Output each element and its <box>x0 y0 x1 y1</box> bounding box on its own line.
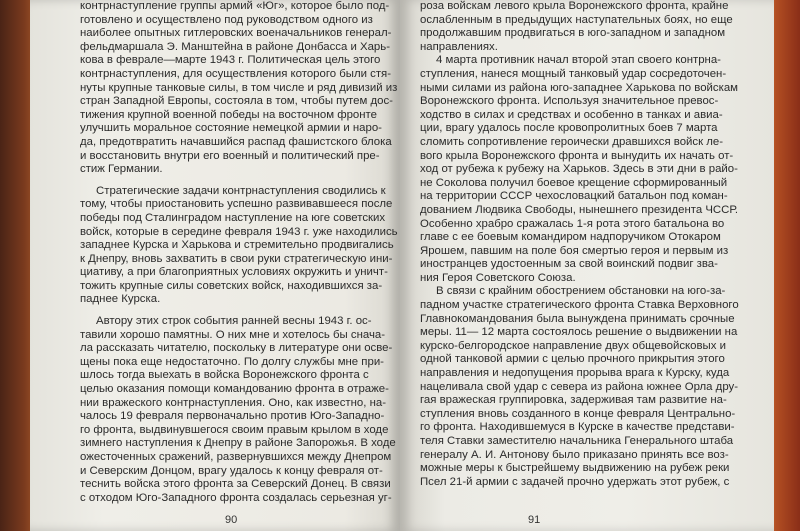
text-line: ходство в силах и средствах и особенно в танках и авиа- <box>420 108 723 121</box>
text-line: вого крыла Воронежского фронта и вынудить их начать от- <box>420 149 734 162</box>
text-line: зимнего наступления к Днепру в районе Запорожья. В ходе <box>80 437 396 450</box>
text-line: ступления, нанеся мощный танковый удар сосредоточен- <box>420 67 727 80</box>
text-line: ступления вновь созданного в конце февраля Центрально- <box>420 407 736 420</box>
text-line: целью оказания помощи командованию фронта в отраже- <box>80 383 389 396</box>
text-line: фельдмаршала Э. Манштейна в районе Донбасса и Харь- <box>80 40 390 53</box>
text-line: войск, которые в середине февраля 1943 г. уже находились <box>80 225 398 238</box>
text-line: роза войскам левого крыла Воронежского фронта, крайне <box>420 0 729 12</box>
text-line: наиболее опытных гитлеровских военачальников генерал- <box>80 27 392 40</box>
text-line: Стратегические задачи контрнаступления сводились к <box>96 184 386 197</box>
text-line: улучшить моральное состояние немецкой армии и наро- <box>80 122 382 135</box>
text-line: продолжавшим продвигаться в юго-западном и западном <box>420 27 726 40</box>
text-line: стиж Германии. <box>80 163 163 176</box>
text-line: стран Западной Европы, состояла в том, чтобы путем дос- <box>80 95 393 108</box>
text-line: главе с ее боевым командиром надпоручиком Отокаром <box>420 231 721 244</box>
left-page <box>30 0 400 531</box>
text-line: Автору этих строк события ранней весны 1943 г. ос- <box>96 315 372 328</box>
text-line: да, предотвратить начавшийся распад фашистского блока <box>80 135 392 148</box>
text-line: направлениях. <box>420 40 498 53</box>
paragraph-gap <box>80 307 385 315</box>
text-line: готовлено и осуществлено под руководством одного из <box>80 13 373 26</box>
text-line: меры. 11— 12 марта состоялось решение о выдвижении на <box>420 326 738 339</box>
page-number-right: 91 <box>528 514 541 527</box>
text-line: падном участке стратегического фронта Ставка Верховного <box>420 299 739 312</box>
text-line: гая вражеская группировка, задерживая там развитие на- <box>420 394 727 407</box>
text-line: одной танковой армии с целью прочного прикрытия этого <box>420 353 725 366</box>
paragraph-gap <box>80 177 385 185</box>
text-line: дованием Людвика Свободы, нынешнего президента ЧССР. <box>420 203 738 216</box>
text-line: к Днепру, вновь захватить в свои руки стратегическую ини- <box>80 252 393 265</box>
text-line: западнее Курска и Харькова и стремительно продвигались <box>80 239 394 252</box>
text-line: ослабленным в предыдущих наступательных боях, но еще <box>420 13 733 26</box>
text-line: Главнокомандования была вынуждена принимать срочные <box>420 312 735 325</box>
text-line: и Северским Донцом, врагу удалось к концу февраля от- <box>80 464 383 477</box>
text-line: ожесточенных сражений, развернувшихся между Днепром <box>80 451 392 463</box>
text-line: направления и недопущения прорыва врага к Курску, куда <box>420 367 730 380</box>
text-line: В связи с крайним обострением обстановки на юго-за- <box>436 285 726 298</box>
text-line: паднее Курска. <box>80 293 161 306</box>
text-line: теля Ставки заместителю начальника Генерального штаба <box>420 435 734 447</box>
text-line: победы под Сталинградом наступление на юге советских <box>80 211 386 224</box>
text-line: чалось 19 февраля первоначально против Юго-Западно- <box>80 410 385 423</box>
text-line: не Соколова получил боевое крещение сформированный <box>420 176 728 189</box>
text-line: 4 марта противник начал второй этап своего контрна- <box>436 54 721 67</box>
text-line: тавили хорошо памятны. О них мне и хотелось бы снача- <box>80 328 386 341</box>
text-line: щены пока еще недостаточно. По долгу службы мне при- <box>80 355 384 368</box>
text-line: шлось тогда выехать в войска Воронежского фронта с <box>80 369 369 382</box>
text-line: циативу, а при благоприятных условиях окружить и уничт- <box>80 266 388 279</box>
text-line: генералу А. И. Антонову было приказано принять все воз- <box>420 448 729 461</box>
right-page-text <box>420 0 765 489</box>
right-page <box>400 0 774 531</box>
text-line: ными силами из района юго-западнее Харькова по войскам <box>420 81 739 94</box>
text-line: го фронта. Находившемуся в Курске в качестве представи- <box>420 421 735 434</box>
text-line: ход от рубежа к рубежу на Харьков. Здесь в эти дни в райо- <box>420 163 738 176</box>
text-line: ции, врагу удалось после кровопролитных боев 7 марта <box>420 122 718 135</box>
text-line: нуты крупные танковые силы, в том числе и ряд дивизий из <box>80 81 398 94</box>
text-line: теснить войска этого фронта за Северский Донец. В связи <box>80 478 391 491</box>
text-line: Особенно храбро сражалась 1-я рота этого батальона во <box>420 217 725 230</box>
text-line: ла рассказать читателю, поскольку в литературе они осве- <box>80 342 393 355</box>
text-line: Ярошем, павшим на поле боя смертью героя и первым из <box>420 244 729 257</box>
text-line: контрнаступление группы армий «Юг», которое было под- <box>80 0 390 12</box>
text-line: тижения крупной военной победы на восточном фронте <box>80 108 377 121</box>
text-line: с отходом Юго-Западного фронта создалась серьезная уг- <box>80 491 392 504</box>
text-line: тожить крупные силы советских войск, находившихся за- <box>80 279 383 292</box>
text-line: нацеливала свой удар с севера из района южнее Орла дру- <box>420 380 739 393</box>
text-line: Псел 21-й армии с задачей прочно удержать этот рубеж, с <box>420 475 730 488</box>
text-line: ния Героя Советского Союза. <box>420 271 576 284</box>
left-page-text <box>80 0 398 505</box>
text-line: контрнаступления, для осуществления которого были стя- <box>80 67 392 80</box>
text-line: курско-белгородское направление двух общевойсковых и <box>420 339 726 352</box>
text-line: Воронежского фронта. Используя значительное превос- <box>420 95 719 108</box>
text-line: нии вражеского контрнаступления. Оно, как известно, на- <box>80 396 387 409</box>
text-line: го фронта, выдвинувшегося своим правым крылом в ходе <box>80 423 389 436</box>
text-line: тому, чтобы приостановить успешно развивавшееся после <box>80 198 393 211</box>
text-line: можные меры к быстрейшему выдвижению на рубеж реки <box>420 462 730 475</box>
text-line: кова в феврале—марте 1943 г. Политическая цель этого <box>80 54 381 67</box>
text-line: на территории СССР чехословацкий батальон под коман- <box>420 190 728 203</box>
text-line: сломить сопротивление героически дравшихся войск ле- <box>420 135 724 148</box>
text-line: иностранцев удостоенным за свой воинский подвиг зва- <box>420 258 718 271</box>
text-line: и восстановить внутри его военный и политический пре- <box>80 149 380 162</box>
page-number-left: 90 <box>225 514 238 527</box>
